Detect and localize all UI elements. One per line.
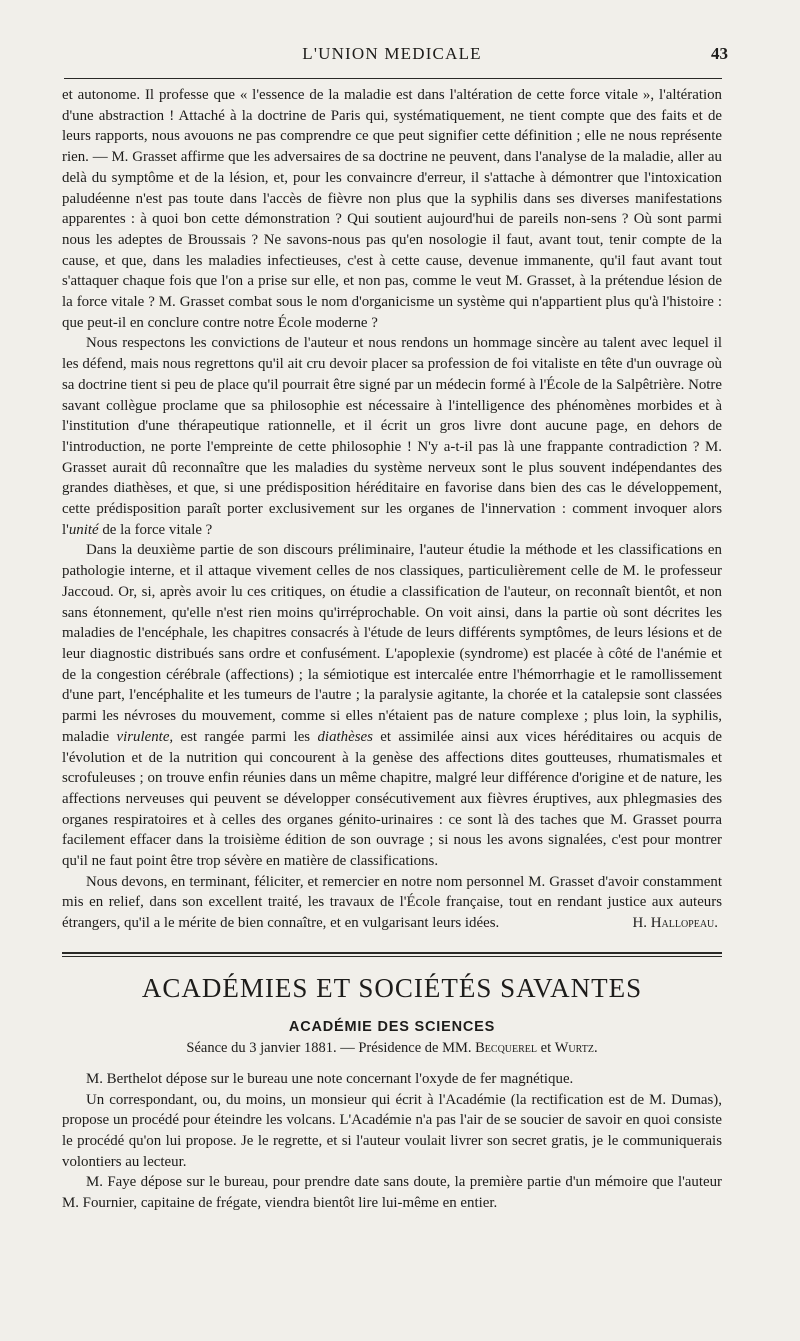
review-paragraph-2-end: de la force vitale ? xyxy=(98,521,213,538)
running-header xyxy=(62,40,728,74)
review-article xyxy=(62,85,722,934)
italic-virulente: virulente, xyxy=(116,728,174,745)
page-number: 43 xyxy=(711,44,728,63)
header-rule xyxy=(64,78,722,79)
journal-title: L'UNION MEDICALE xyxy=(302,44,482,63)
academy-paragraph-1: M. Berthelot dépose sur le bureau une note concernant l'oxyde de fer magnétique. xyxy=(86,1070,574,1087)
session-end: . xyxy=(593,1039,598,1056)
review-paragraph-2-text: Nous respectons les convictions de l'auteur et nous rendons un hommage sincère au talent avec lequel il les défend, mais nous regrettons qu'il ait cru devoir placer sa profession de foi vitaliste en tête d'un ouvrage où sa doctrine tient si peu de place qu'il pourrait être signé par un médecin formé à l'École de la Salpêtrière. Notre savant collègue proclame que sa philosophie est nécessaire à l'intelligence des phénomènes morbides et à l'institution d'une thérapeutique rationnelle, et il écrit un gros livre dont aucune page, en dehors de l'introduction, ne porte l'empreinte de cette philosophie ! N'y a-t-il pas là une frappante contradiction ? M. Grasset aurait dû reconnaître que les maladies du système nerveux sont le plus souvent indépendantes des grandes diathèses, et que, si une prédisposition héréditaire en favorise dans bien des cas le développement, cette prédisposition paraît porter exclusivement sur les organes de l'innervation : comment invoquer alors l' xyxy=(62,335,722,538)
academy-paragraph-2: Un correspondant, ou, du moins, un monsieur qui écrit à l'Académie (la rectification est de M. Dumas), propose un procédé pour éteindre les volcans. L'Académie n'a pas l'air de se soucier de savoir en quoi consiste le procédé qu'on lui propose. Je le regrette, et si l'auteur voulait livrer son secret gratis, je le communiquerais volontiers au lecteur. xyxy=(62,1091,722,1170)
session-join: et xyxy=(537,1039,555,1056)
review-paragraph-3 xyxy=(62,540,722,871)
president-1: Becquerel xyxy=(475,1039,538,1056)
review-paragraph-3-end: et assimilée ainsi aux vices héréditaires ou acquis de l'évolution et de la nutrition qui concourent à la genèse des affections dites goutteuses, rhumatismales et scrofuleuses ; on trouve enfin réunies dans un même chapitre, malgré leur différence d'origine et de nature, les affections nerveuses qui peuvent se développer consécutivement aux fièvres éruptives, aux phlegmasies des organes respiratoires et à celles des organes génito-urinaires : ce sont là des taches que M. Grasset pourra facilement effacer dans la troisième édition de son ouvrage ; si nous les avons signalées, c'est pour montrer qu'il ne faut point être trop sévère en matière de classifications. xyxy=(62,728,722,870)
review-paragraph-2 xyxy=(62,333,722,540)
review-paragraph-4: Nous devons, en terminant, féliciter, et remercier en notre nom personnel M. Grasset d'avoir constamment mis en relief, dans son excellent traité, les travaux de l'École française, tout en rendant justice aux auteurs étrangers, qu'il a le mérite de bien connaître, et en vulgarisant leurs idées. xyxy=(62,873,722,932)
review-paragraph-3-text: Dans la deuxième partie de son discours préliminaire, l'auteur étudie la méthode et les classifications en pathologie interne, et il attaque vivement celles de nos classiques, particulièrement celle de M. le professeur Jaccoud. Or, si, après avoir lu ces critiques, on étudie a classification de l'auteur, on reconnaît bientôt, et non sans étonnement, qu'elle n'est rien moins qu'irréprochable. On voit ainsi, dans la partie où sont décrites les maladies de l'encéphale, les chapitres consacrés à l'étude de leurs différents symptômes, de leurs lésions et de leur diagnostic distribués sans ordre et confusément. L'apoplexie (syndrome) est placée à côté de l'anémie et de la congestion cérébrale (affections) ; la sémiotique est intercalée entre l'hémorrhagie et le ramollissement d'une part, l'encéphalite et les tumeurs de l'autre ; la paralysie agitante, la chorée et la catalepsie sont classées parmi les névroses du mouvement, comme si elles n'étaient pas de nature complexe ; plus loin, la syphilis, maladie xyxy=(62,542,722,745)
italic-diatheses: diathèses xyxy=(317,728,373,745)
review-paragraph-3-mid: est rangée parmi les xyxy=(173,728,318,745)
academy-paragraph-3: M. Faye dépose sur le bureau, pour prendre date sans doute, la première partie d'un mémoire que l'auteur M. Fournier, capitaine de frégate, viendra bientôt lire lui-même en entier. xyxy=(62,1174,722,1212)
session-line xyxy=(62,1040,722,1057)
section-heading: ACADÉMIES ET SOCIÉTÉS SAVANTES xyxy=(141,972,643,1003)
academy-subheading: ACADÉMIE DES SCIENCES xyxy=(288,1018,496,1035)
author-signature: H. Hallopeau. xyxy=(632,915,718,932)
review-paragraph-1: et autonome. Il professe que « l'essence de la maladie est dans l'altération de cette force vitale », l'altération d'une abstraction ! Attaché à la doctrine de Paris qui, systématiquement, ne tient compte que des faits et de leurs rapports, nous avouons ne pas comprendre ce que peut signifier cette définition ; elle ne nous représente rien. — M. Grasset affirme que les adversaires de sa doctrine ne peuvent, dans l'analyse de la maladie, aller au delà du symptôme et de la lésion, et, pour les convaincre d'erreur, il s'attache à démontrer que l'intoxication paludéenne n'est pas toute dans l'accès de fièvre non plus que la syphilis dans ses diverses manifestations apparentes : à quoi bon cette démonstration ? Qui soutient aujourd'hui de pareils non-sens ? Où sont parmi nous les adeptes de Broussais ? Ne savons-nous pas qu'en nosologie il faut, avant tout, tenir compte de la cause, et que, dans les maladies infectieuses, c'est à cette cause, devenue immanente, qu'il faut avant tout s'attaquer chaque fois que l'on a prise sur elle, et non pas, comme le veut M. Grasset, à la prétendue lésion de la force vitale ? M. Grasset combat sous le nom d'organicisme un système qui n'appartient plus qu'à l'histoire : que peut-il en conclure contre notre École moderne ? xyxy=(62,87,722,331)
italic-unite: unité xyxy=(68,521,99,538)
president-2: Wurtz xyxy=(554,1039,594,1056)
session-prefix: Séance du 3 janvier 1881. — Présidence de MM. xyxy=(186,1039,476,1056)
academy-report xyxy=(62,1069,722,1214)
section-divider xyxy=(62,952,722,957)
